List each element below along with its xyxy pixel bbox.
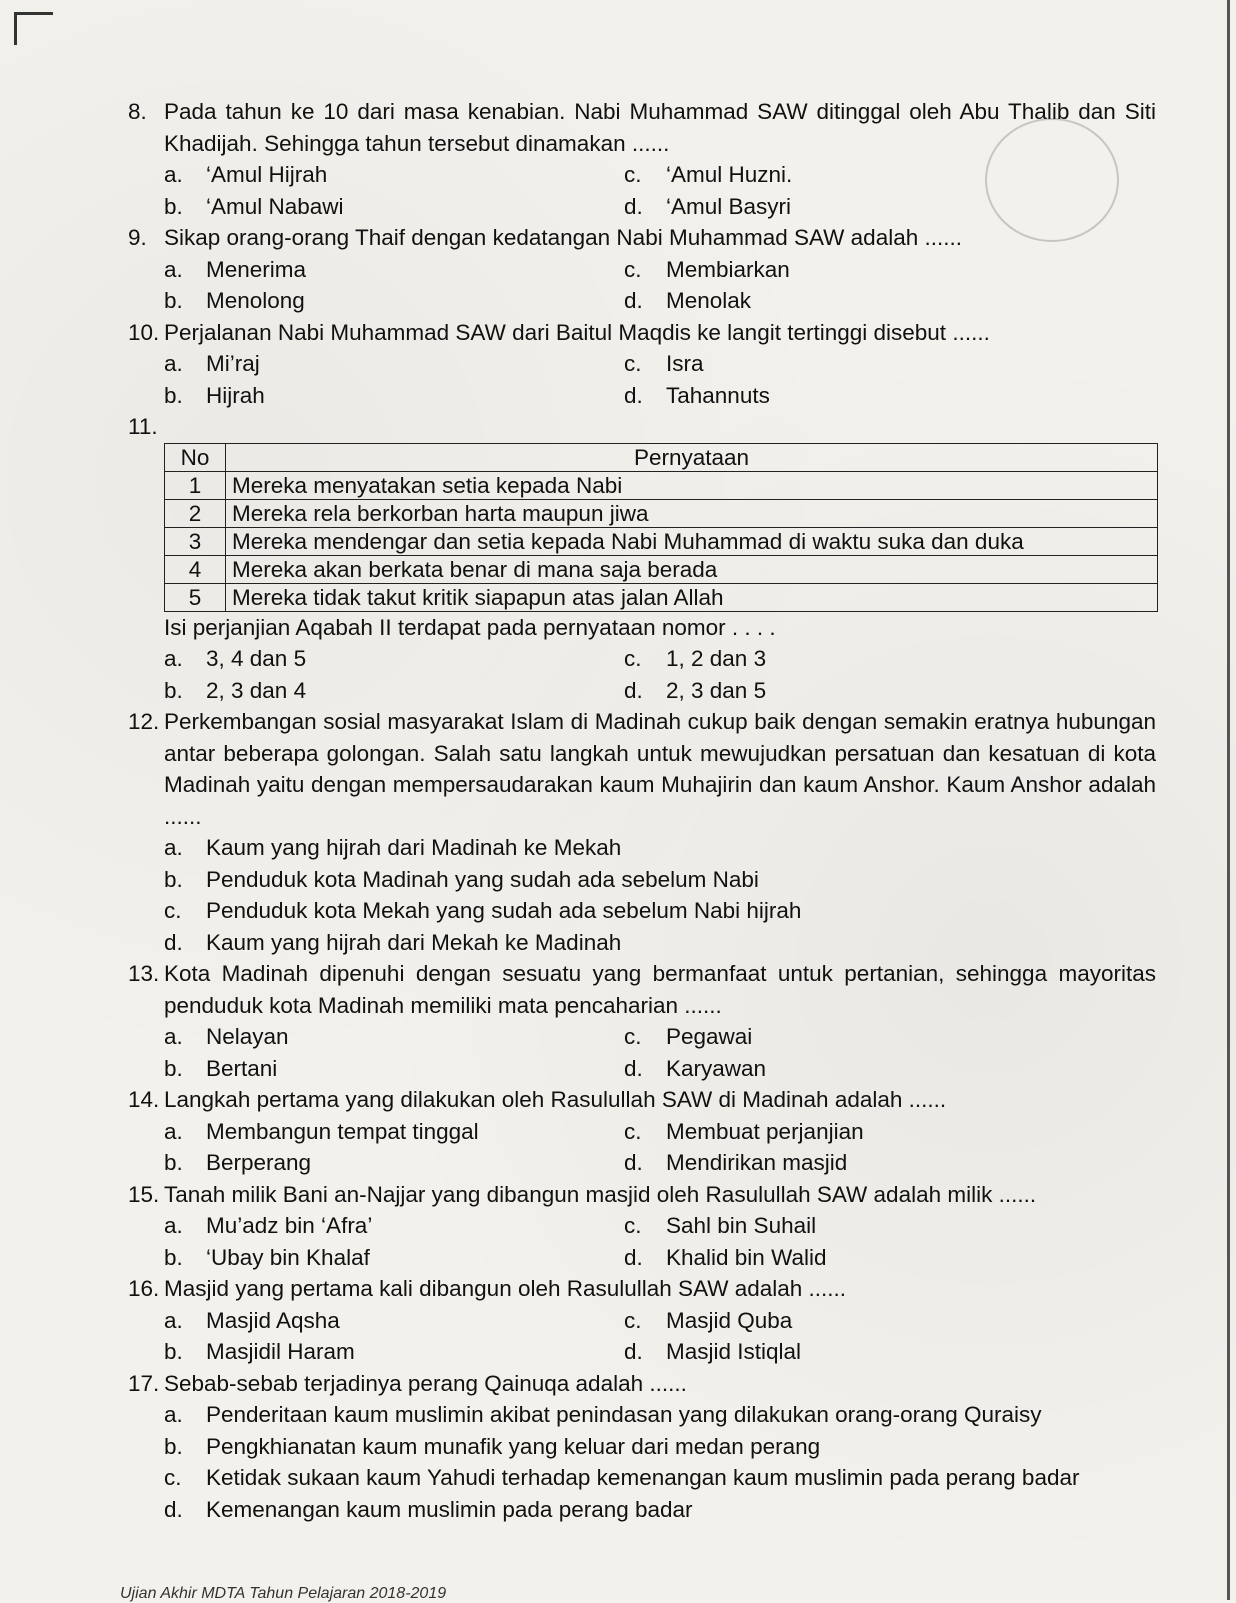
- statement-table: [164, 443, 1158, 612]
- option-b: [164, 191, 624, 223]
- option-text: 2, 3 dan 5: [666, 677, 767, 703]
- row-statement: Mereka tidak takut kritik siapapun atas jalan Allah: [226, 583, 1158, 611]
- question-number: 13.: [128, 961, 160, 986]
- question-14: [128, 1084, 1156, 1116]
- row-number: 2: [165, 499, 226, 527]
- question-8: [128, 96, 1156, 159]
- option-letter: c.: [624, 1213, 642, 1238]
- option-text: Sahl bin Suhail: [666, 1213, 817, 1238]
- option-text: ‘Amul Huzni.: [666, 162, 793, 187]
- option-d: [624, 1242, 1156, 1274]
- option-letter: d.: [624, 193, 643, 219]
- option-letter: d.: [624, 1244, 643, 1270]
- question-12: [128, 706, 1156, 832]
- option-text: Mendirikan masjid: [666, 1150, 848, 1175]
- option-text: 3, 4 dan 5: [206, 646, 307, 671]
- option-c: [624, 1021, 1156, 1053]
- question-text: Sebab-sebab terjadinya perang Qainuqa adalah ......: [164, 1370, 687, 1396]
- options-13: [128, 1021, 1156, 1084]
- option-letter: c.: [624, 1307, 642, 1333]
- option-text: Kaum yang hijrah dari Mekah ke Madinah: [206, 929, 622, 955]
- row-number: 5: [165, 583, 226, 611]
- question-number: 16.: [128, 1276, 160, 1301]
- option-letter: a.: [164, 162, 183, 187]
- option-letter: c.: [624, 1024, 642, 1049]
- question-number: 12.: [128, 709, 160, 734]
- option-text: Tahannuts: [666, 382, 770, 408]
- options-9: [128, 254, 1156, 317]
- column-header-no: No: [165, 443, 226, 471]
- option-letter: a.: [164, 835, 183, 860]
- option-text: Nelayan: [206, 1024, 289, 1049]
- options-10: [128, 348, 1156, 411]
- option-letter: b.: [164, 1433, 183, 1459]
- option-text: Mu’adz bin ‘Afra’: [206, 1213, 373, 1238]
- option-c: [624, 1305, 1156, 1337]
- question-text: Tanah milik Bani an-Najjar yang dibangun masjid oleh Rasulullah SAW adalah milik ......: [164, 1181, 1037, 1207]
- option-b: [164, 675, 624, 707]
- option-d: [624, 285, 1156, 317]
- option-letter: b.: [164, 382, 183, 408]
- option-text: Menolak: [666, 288, 752, 313]
- option-b: [164, 1147, 624, 1179]
- option-c: [624, 1116, 1156, 1148]
- options-11: [128, 643, 1156, 706]
- table-row: [165, 471, 1158, 499]
- option-a: [164, 1021, 624, 1053]
- row-statement: Mereka rela berkorban harta maupun jiwa: [226, 499, 1158, 527]
- question-17: [128, 1368, 1156, 1400]
- question-text: Pada tahun ke 10 dari masa kenabian. Nabi Muhammad SAW ditinggal oleh Abu Thalib dan Siti Khadijah. Sehingga tahun tersebut dinamakan ......: [164, 99, 1156, 156]
- option-letter: d.: [164, 1496, 183, 1522]
- question-text: Isi perjanjian Aqabah II terdapat pada pernyataan nomor . . . .: [164, 614, 776, 640]
- option-letter: a.: [164, 646, 183, 671]
- option-c: [624, 348, 1156, 380]
- row-statement: Mereka akan berkata benar di mana saja berada: [226, 555, 1158, 583]
- option-a: [164, 348, 624, 380]
- option-b: [164, 1053, 624, 1085]
- option-letter: d.: [624, 677, 643, 703]
- option-letter: d.: [624, 1339, 643, 1364]
- question-11: [128, 411, 1156, 443]
- option-text: Kaum yang hijrah dari Madinah ke Mekah: [206, 835, 622, 860]
- option-letter: b.: [164, 866, 183, 892]
- questions-section: [128, 96, 1156, 1525]
- option-letter: c.: [164, 1465, 182, 1490]
- option-letter: b.: [164, 288, 183, 313]
- option-letter: d.: [624, 1150, 643, 1175]
- question-15: [128, 1179, 1156, 1211]
- options-16: [128, 1305, 1156, 1368]
- question-text: Sikap orang-orang Thaif dengan kedatangan Nabi Muhammad SAW adalah ......: [164, 225, 962, 250]
- option-c: [164, 895, 1156, 927]
- option-b: [164, 864, 1156, 896]
- question-text: Langkah pertama yang dilakukan oleh Rasulullah SAW di Madinah adalah ......: [164, 1087, 947, 1112]
- option-letter: d.: [624, 288, 643, 313]
- option-d: [624, 1147, 1156, 1179]
- options-14: [128, 1116, 1156, 1179]
- option-d: [164, 927, 1156, 959]
- option-text: Membiarkan: [666, 256, 790, 282]
- row-statement: Mereka mendengar dan setia kepada Nabi Muhammad di waktu suka dan duka: [226, 527, 1158, 555]
- option-text: ‘Amul Basyri: [666, 193, 792, 219]
- option-text: Masjid Istiqlal: [666, 1339, 802, 1364]
- option-c: [624, 159, 1156, 191]
- option-text: Kemenangan kaum muslimin pada perang badar: [206, 1496, 693, 1522]
- table-row: [165, 555, 1158, 583]
- question-number: 11.: [128, 414, 158, 439]
- option-a: [164, 254, 624, 286]
- option-letter: c.: [624, 646, 642, 671]
- option-text: 1, 2 dan 3: [666, 646, 767, 671]
- question-10: [128, 317, 1156, 349]
- option-letter: d.: [164, 929, 183, 955]
- option-letter: c.: [624, 351, 642, 376]
- option-letter: c.: [624, 256, 642, 282]
- option-a: [164, 643, 624, 675]
- option-letter: d.: [624, 382, 643, 408]
- option-letter: b.: [164, 677, 183, 703]
- option-d: [624, 1053, 1156, 1085]
- row-number: 3: [165, 527, 226, 555]
- question-9: [128, 222, 1156, 254]
- option-text: Masjid Aqsha: [206, 1307, 340, 1333]
- option-text: Mi’raj: [206, 351, 260, 376]
- options-15: [128, 1210, 1156, 1273]
- option-d: [164, 1494, 1156, 1526]
- option-text: ‘Ubay bin Khalaf: [206, 1244, 370, 1270]
- question-16: [128, 1273, 1156, 1305]
- question-number: 17.: [128, 1370, 160, 1396]
- option-text: Berperang: [206, 1150, 312, 1175]
- option-b: [164, 380, 624, 412]
- question-number: 15.: [128, 1181, 160, 1207]
- option-letter: b.: [164, 1244, 183, 1270]
- option-letter: b.: [164, 193, 183, 219]
- option-c: [624, 643, 1156, 675]
- option-c: [624, 1210, 1156, 1242]
- options-12: [128, 832, 1156, 958]
- page-edge: [1227, 0, 1230, 1600]
- option-a: [164, 1116, 624, 1148]
- option-text: Pegawai: [666, 1024, 753, 1049]
- option-text: ‘Amul Hijrah: [206, 162, 328, 187]
- option-text: Penduduk kota Mekah yang sudah ada sebelum Nabi hijrah: [206, 898, 802, 923]
- question-number: 14.: [128, 1087, 160, 1112]
- column-header-statement: Pernyataan: [226, 443, 1158, 471]
- question-text: Masjid yang pertama kali dibangun oleh Rasulullah SAW adalah ......: [164, 1276, 847, 1301]
- option-a: [164, 159, 624, 191]
- indent-spacer: [128, 612, 164, 644]
- corner-mark: [14, 12, 53, 45]
- question-text: Kota Madinah dipenuhi dengan sesuatu yang bermanfaat untuk pertanian, sehingga mayoritas penduduk kota Madinah memiliki mata pencaharian ......: [164, 961, 1156, 1018]
- option-text: Khalid bin Walid: [666, 1244, 827, 1270]
- option-d: [624, 1336, 1156, 1368]
- option-d: [624, 675, 1156, 707]
- question-11-prompt: [128, 612, 1156, 644]
- option-b: [164, 1336, 624, 1368]
- option-letter: c.: [624, 1118, 642, 1144]
- question-number: 8.: [128, 99, 147, 124]
- option-a: [164, 1210, 624, 1242]
- table-header-row: [165, 443, 1158, 471]
- option-letter: b.: [164, 1150, 183, 1175]
- option-letter: a.: [164, 1213, 183, 1238]
- option-text: Membangun tempat tinggal: [206, 1118, 479, 1144]
- option-text: Isra: [666, 351, 704, 376]
- option-letter: b.: [164, 1339, 183, 1364]
- option-c: [164, 1462, 1156, 1494]
- option-text: Penduduk kota Madinah yang sudah ada sebelum Nabi: [206, 866, 759, 892]
- option-text: Masjidil Haram: [206, 1339, 355, 1364]
- row-number: 1: [165, 471, 226, 499]
- option-b: [164, 1431, 1156, 1463]
- option-b: [164, 285, 624, 317]
- option-text: Hijrah: [206, 382, 265, 408]
- option-text: ‘Amul Nabawi: [206, 193, 344, 219]
- option-a: [164, 1399, 1156, 1431]
- page-footer: Ujian Akhir MDTA Tahun Pelajaran 2018-2019: [120, 1585, 447, 1602]
- option-text: Menolong: [206, 288, 305, 313]
- row-statement: Mereka menyatakan setia kepada Nabi: [226, 471, 1158, 499]
- option-letter: d.: [624, 1055, 643, 1081]
- option-text: Bertani: [206, 1055, 278, 1081]
- question-text: Perkembangan sosial masyarakat Islam di Madinah cukup baik dengan semakin eratnya hubungan antar beberapa golongan. Salah satu langkah untuk mewujudkan persatuan dan kesatuan di kota Madinah yaitu dengan mempersaudarakan kaum Muhajirin dan kaum Anshor. Kaum Anshor adalah ......: [164, 709, 1156, 829]
- question-text: Perjalanan Nabi Muhammad SAW dari Baitul Maqdis ke langit tertinggi disebut ......: [164, 319, 990, 345]
- option-letter: a.: [164, 1024, 183, 1049]
- option-text: Masjid Quba: [666, 1307, 793, 1333]
- option-letter: a.: [164, 1402, 183, 1427]
- question-number: 9.: [128, 225, 147, 250]
- option-letter: c.: [164, 898, 182, 923]
- option-b: [164, 1242, 624, 1274]
- option-text: Penderitaan kaum muslimin akibat penindasan yang dilakukan orang-orang Quraisy: [206, 1402, 1042, 1427]
- question-13: [128, 958, 1156, 1021]
- option-a: [164, 1305, 624, 1337]
- option-text: Karyawan: [666, 1055, 767, 1081]
- option-text: Ketidak sukaan kaum Yahudi terhadap kemenangan kaum muslimin pada perang badar: [206, 1465, 1080, 1490]
- option-d: [624, 380, 1156, 412]
- option-letter: a.: [164, 256, 183, 282]
- table-row: [165, 499, 1158, 527]
- option-text: Membuat perjanjian: [666, 1118, 864, 1144]
- option-letter: a.: [164, 1118, 183, 1144]
- option-c: [624, 254, 1156, 286]
- options-17: [128, 1399, 1156, 1525]
- option-text: Menerima: [206, 256, 307, 282]
- table-row: [165, 527, 1158, 555]
- option-a: [164, 832, 1156, 864]
- option-text: Pengkhianatan kaum munafik yang keluar dari medan perang: [206, 1433, 821, 1459]
- option-letter: b.: [164, 1055, 183, 1081]
- table-row: [165, 583, 1158, 611]
- options-8: [128, 159, 1156, 222]
- option-letter: a.: [164, 351, 183, 376]
- option-letter: a.: [164, 1307, 183, 1333]
- row-number: 4: [165, 555, 226, 583]
- option-d: [624, 191, 1156, 223]
- question-number: 10.: [128, 319, 160, 345]
- option-letter: c.: [624, 162, 642, 187]
- option-text: 2, 3 dan 4: [206, 677, 307, 703]
